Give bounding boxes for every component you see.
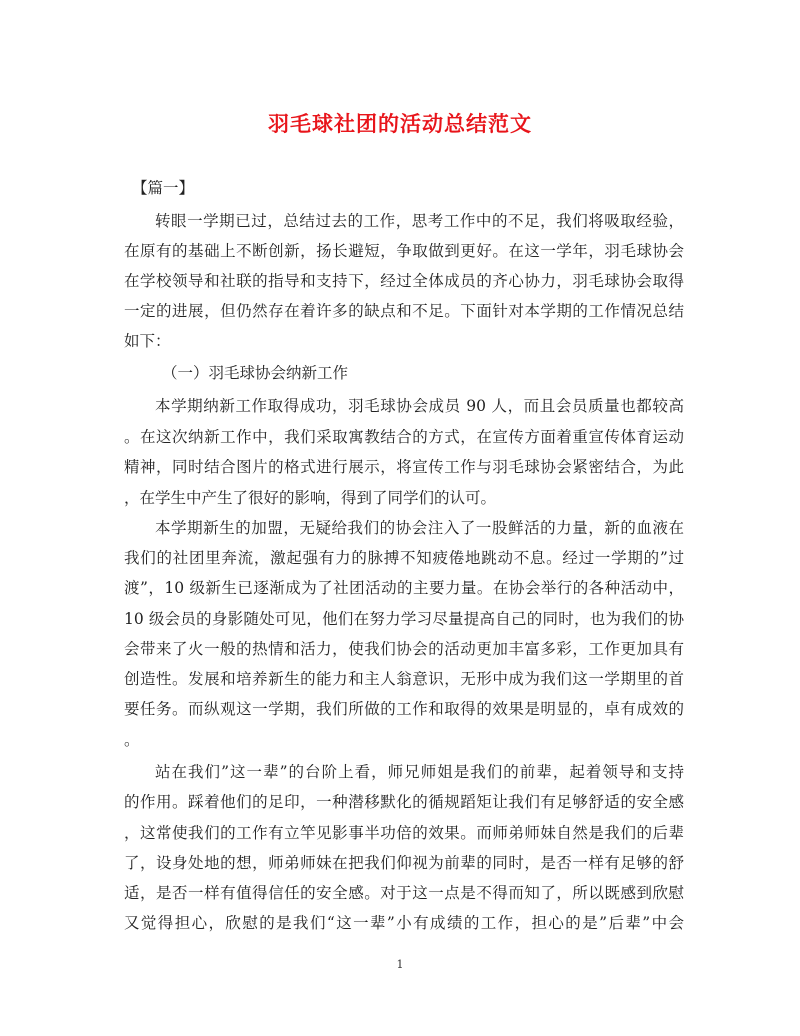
paragraph-line: 又觉得担心，欣慰的是我们“这一辈”小有成绩的工作，担心的是”后辈”中会	[124, 914, 684, 932]
paragraph-line: 本学期纳新工作取得成功，羽毛球协会成员 90 人，而且会员质量也都较高	[155, 397, 684, 415]
section-label: 【篇一】	[132, 179, 195, 197]
paragraph-line: ，在学生中产生了很好的影响，得到了同学们的认可。	[124, 489, 497, 507]
paragraph-line: 精神，同时结合图片的格式进行展示，将宣传工作与羽毛球协会紧密结合，为此	[124, 458, 684, 476]
paragraph-line: 站在我们”这一辈”的台阶上看，师兄师姐是我们的前辈，起着领导和支持	[155, 763, 684, 781]
paragraph-line: 。	[124, 731, 140, 749]
paragraph-line: 一定的进展，但仍然存在着许多的缺点和不足。下面针对本学期的工作情况总结	[124, 302, 684, 320]
paragraph-line: 如下：	[124, 332, 171, 350]
paragraph-line: 适，是否一样有值得信任的安全感。对于这一点是不得而知了，所以既感到欣慰	[124, 884, 684, 902]
paragraph-line: 要任务。而纵观这一学期，我们所做的工作和取得的效果是明显的，卓有成效的	[124, 700, 684, 718]
paragraph-line: 。在这次纳新工作中，我们采取寓教结合的方式，在宣传方面着重宣传体育运动	[124, 428, 684, 446]
paragraph-line: ，这常使我们的工作有立竿见影事半功倍的效果。而师弟师妹自然是我们的后辈	[124, 824, 684, 842]
paragraph-line: 在原有的基础上不断创新，扬长避短，争取做到更好。在这一学年，羽毛球协会	[124, 242, 684, 260]
paragraph-line: 了，设身处地的想，师弟师妹在把我们仰视为前辈的同时，是否一样有足够的舒	[124, 854, 684, 872]
page-number: 1	[396, 958, 404, 971]
paragraph-line: 在学校领导和社联的指导和支持下，经过全体成员的齐心协力，羽毛球协会取得	[124, 272, 684, 290]
paragraph-line: 的作用。踩着他们的足印，一种潜移默化的循规蹈矩让我们有足够舒适的安全感	[124, 793, 684, 811]
paragraph-line: 本学期新生的加盟，无疑给我们的协会注入了一股鲜活的力量，新的血液在	[155, 519, 684, 537]
paragraph-line: 10 级会员的身影随处可见，他们在努力学习尽量提高自己的同时，也为我们的协	[124, 610, 684, 628]
sub-heading: （一）羽毛球协会纳新工作	[162, 364, 349, 382]
document-title: 羽毛球社团的活动总结范文	[268, 111, 532, 136]
paragraph-line: 创造性。发展和培养新生的能力和主人翁意识，无形中成为我们这一学期里的首	[124, 670, 684, 688]
paragraph-line: 渡”，10 级新生已逐渐成为了社团活动的主要力量。在协会举行的各种活动中，	[124, 579, 684, 597]
paragraph-line: 转眼一学期已过，总结过去的工作，思考工作中的不足，我们将吸取经验，	[155, 212, 684, 230]
paragraph-line: 会带来了火一般的热情和活力，使我们协会的活动更加丰富多彩，工作更加具有	[124, 640, 684, 658]
paragraph-line: 我们的社团里奔流，激起强有力的脉搏不知疲倦地跳动不息。经过一学期的”过	[124, 549, 684, 567]
